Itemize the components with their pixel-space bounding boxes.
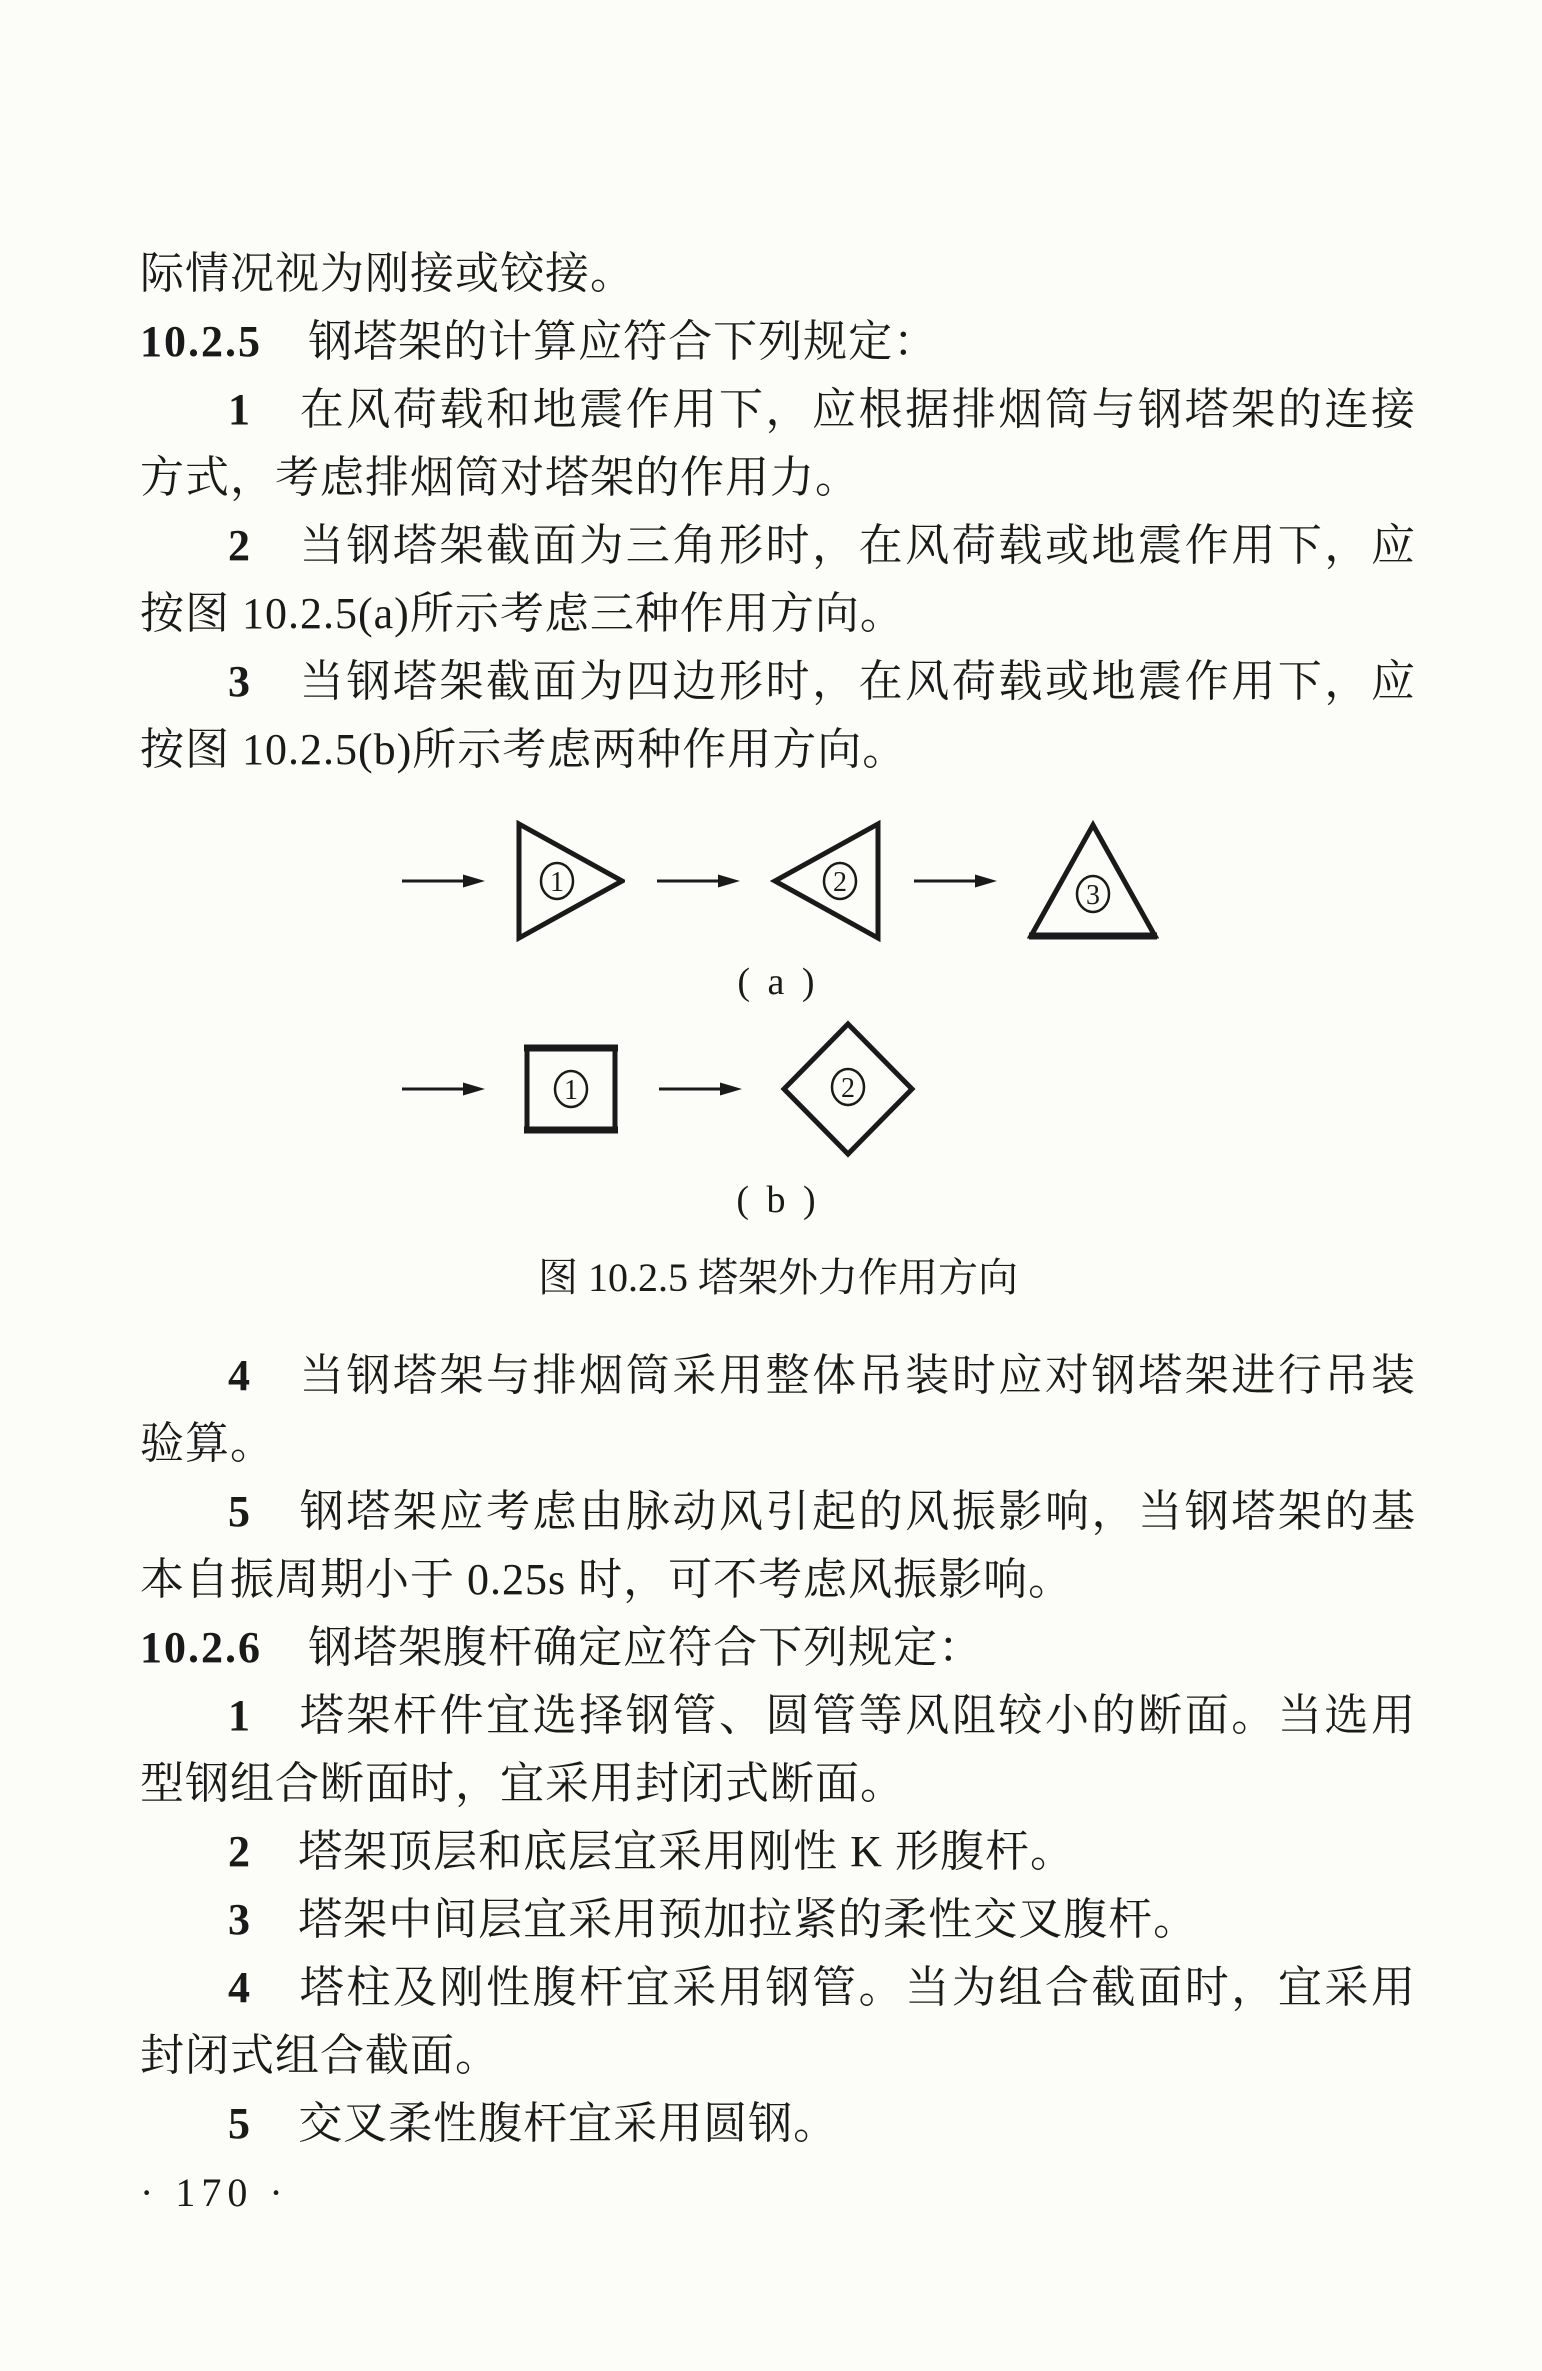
body-text-top [140,240,1416,784]
paragraph-text: 当钢塔架截面为四边形时，在风荷载或地震作用下，应按图 10.2.5(b)所示考虑两种作用方向。 [140,657,1416,774]
item-number: 5 [228,2099,252,2148]
svg-text:1: 1 [550,867,564,898]
paragraph [140,1478,1416,1614]
square-shape [523,1043,619,1135]
triangle-left-shape [770,820,882,942]
item-number: 5 [228,1487,252,1536]
svg-text:1: 1 [564,1075,578,1106]
paragraph-text: 钢塔架的计算应符合下列规定： [308,317,939,366]
paragraph [140,1886,1416,1954]
paragraph-text: 塔柱及刚性腹杆宜采用钢管。当为组合截面时，宜采用封闭式组合截面。 [140,1963,1416,2080]
item-number: 2 [228,1827,252,1876]
paragraph [140,240,1416,308]
body-text-bottom [140,1342,1416,2158]
paragraph [140,1954,1416,2090]
item-number: 3 [228,1895,252,1944]
arrow-icon [400,869,485,893]
page-number: · 170 · [140,2170,289,2215]
figure-10-2-5 [140,820,1416,1306]
svg-text:3: 3 [1086,880,1100,911]
arrow-icon [912,869,997,893]
paragraph [140,512,1416,648]
item-number: 3 [228,657,252,706]
figure-row-b [140,1020,1416,1158]
svg-text:2: 2 [841,1073,855,1104]
triangle-right-shape [515,820,625,942]
paragraph [140,2090,1416,2158]
paragraph [140,376,1416,512]
paragraph-text: 当钢塔架与排烟筒采用整体吊装时应对钢塔架进行吊装验算。 [140,1351,1416,1468]
figure-caption: 图 10.2.5 塔架外力作用方向 [538,1255,1018,1300]
arrow-icon [400,1077,485,1101]
paragraph-text: 塔架杆件宜选择钢管、圆管等风阻较小的断面。当选用型钢组合断面时，宜采用封闭式断面。 [140,1691,1416,1808]
item-number: 10.2.6 [140,1623,262,1672]
item-number: 4 [228,1351,252,1400]
paragraph-text: 塔架顶层和底层宜采用刚性 K 形腹杆。 [298,1827,1075,1876]
paragraph-text: 交叉柔性腹杆宜采用圆钢。 [298,2099,839,2148]
paragraph-text: 在风荷载和地震作用下，应根据排烟筒与钢塔架的连接方式，考虑排烟筒对塔架的作用力。 [140,385,1416,502]
paragraph-text: 塔架中间层宜采用预加拉紧的柔性交叉腹杆。 [298,1895,1199,1944]
paragraph-text: 钢塔架腹杆确定应符合下列规定： [308,1623,984,1672]
item-number: 4 [228,1963,252,2012]
paragraph-text: 当钢塔架截面为三角形时，在风荷载或地震作用下，应按图 10.2.5(a)所示考虑三种作用方向。 [140,521,1416,638]
figure-row-a [140,820,1416,942]
paragraph [140,1682,1416,1818]
diamond-shape [780,1020,916,1158]
paragraph [140,1818,1416,1886]
paragraph [140,1614,1416,1682]
item-number: 1 [228,385,252,434]
arrow-icon [655,869,740,893]
paragraph-text: 际情况视为刚接或铰接。 [140,249,635,298]
paragraph [140,308,1416,376]
item-number: 2 [228,521,252,570]
triangle-up-shape [1027,820,1159,942]
item-number: 1 [228,1691,252,1740]
figure-sublabel-a: ( a ) [737,961,819,1003]
svg-text:2: 2 [833,867,847,898]
paragraph-text: 钢塔架应考虑由脉动风引起的风振影响，当钢塔架的基本自振周期小于 0.25s 时，可不考虑风振影响。 [140,1487,1416,1604]
arrow-icon [657,1077,742,1101]
paragraph [140,648,1416,784]
paragraph [140,1342,1416,1478]
item-number: 10.2.5 [140,317,262,366]
figure-sublabel-b: ( b ) [736,1179,820,1221]
